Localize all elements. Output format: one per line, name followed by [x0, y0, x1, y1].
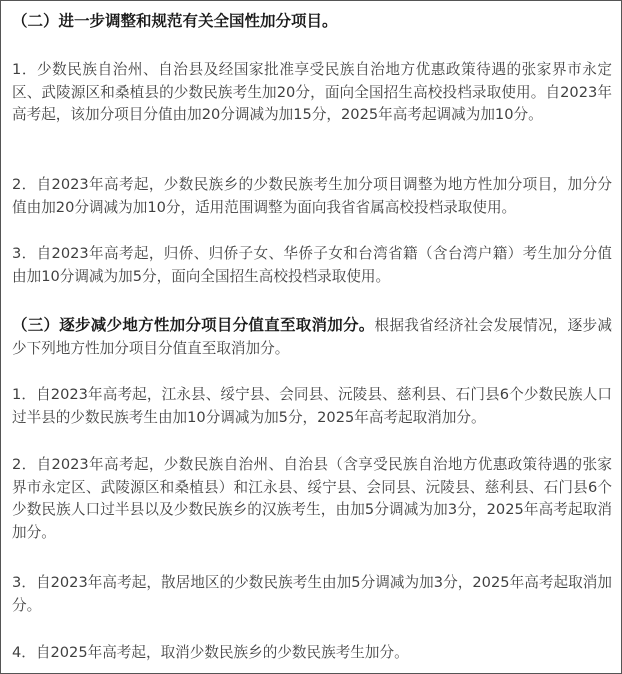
section-2-item-3: 3．自2023年高考起，归侨、归侨子女、华侨子女和台湾省籍（含台湾户籍）考生加分分值由加10分调减为加5分，面向全国招生高校投档录取使用。 [12, 245, 612, 285]
section-3-item-2: 2．自2023年高考起，少数民族自治州、自治县（含享受民族自治地方优惠政策待遇的张家界市永定区、武陵源区和桑植县）和江永县、绥宁县、会同县、沅陵县、慈利县、石门县6个少数民族人口过半县以及少数民族乡的汉族考生，由加5分调减为加3分，2025年高考起取消加分。 [12, 456, 612, 541]
section-3-heading: （三）逐步减少地方性加分项目分值直至取消加分。 [12, 316, 375, 334]
section-3-item-3: 3．自2023年高考起，散居地区的少数民族考生由加5分调减为加3分，2025年高考起取消加分。 [12, 574, 612, 614]
section-3-intro: 根据我省经济社会发展情况，逐步减少下列地方性加分项目分值直至取消加分。 [12, 317, 612, 357]
section-3-paragraph [12, 314, 612, 360]
section-2-item-1: 1．少数民族自治州、自治县及经国家批准享受民族自治地方优惠政策待遇的张家界市永定区、武陵源区和桑植县的少数民族考生加20分，面向全国招生高校投档录取使用。自2023年高考起，该加分项目分值由加20分调减为加15分，2025年高考起调减为加10分。 [12, 61, 612, 123]
section-3-item-1: 1．自2023年高考起，江永县、绥宁县、会同县、沅陵县、慈利县、石门县6个少数民族人口过半县的少数民族考生由加10分调减为加5分，2025年高考起取消加分。 [12, 386, 612, 426]
section-2-heading: （二）进一步调整和规范有关全国性加分项目。 [12, 12, 338, 30]
section-2-item-2: 2．自2023年高考起，少数民族乡的少数民族考生加分项目调整为地方性加分项目，加分分值由加20分调减为加10分，适用范围调整为面向我省省属高校投档录取使用。 [12, 176, 612, 216]
section-3-item-4: 4．自2025年高考起，取消少数民族乡的少数民族考生加分。 [12, 644, 409, 661]
